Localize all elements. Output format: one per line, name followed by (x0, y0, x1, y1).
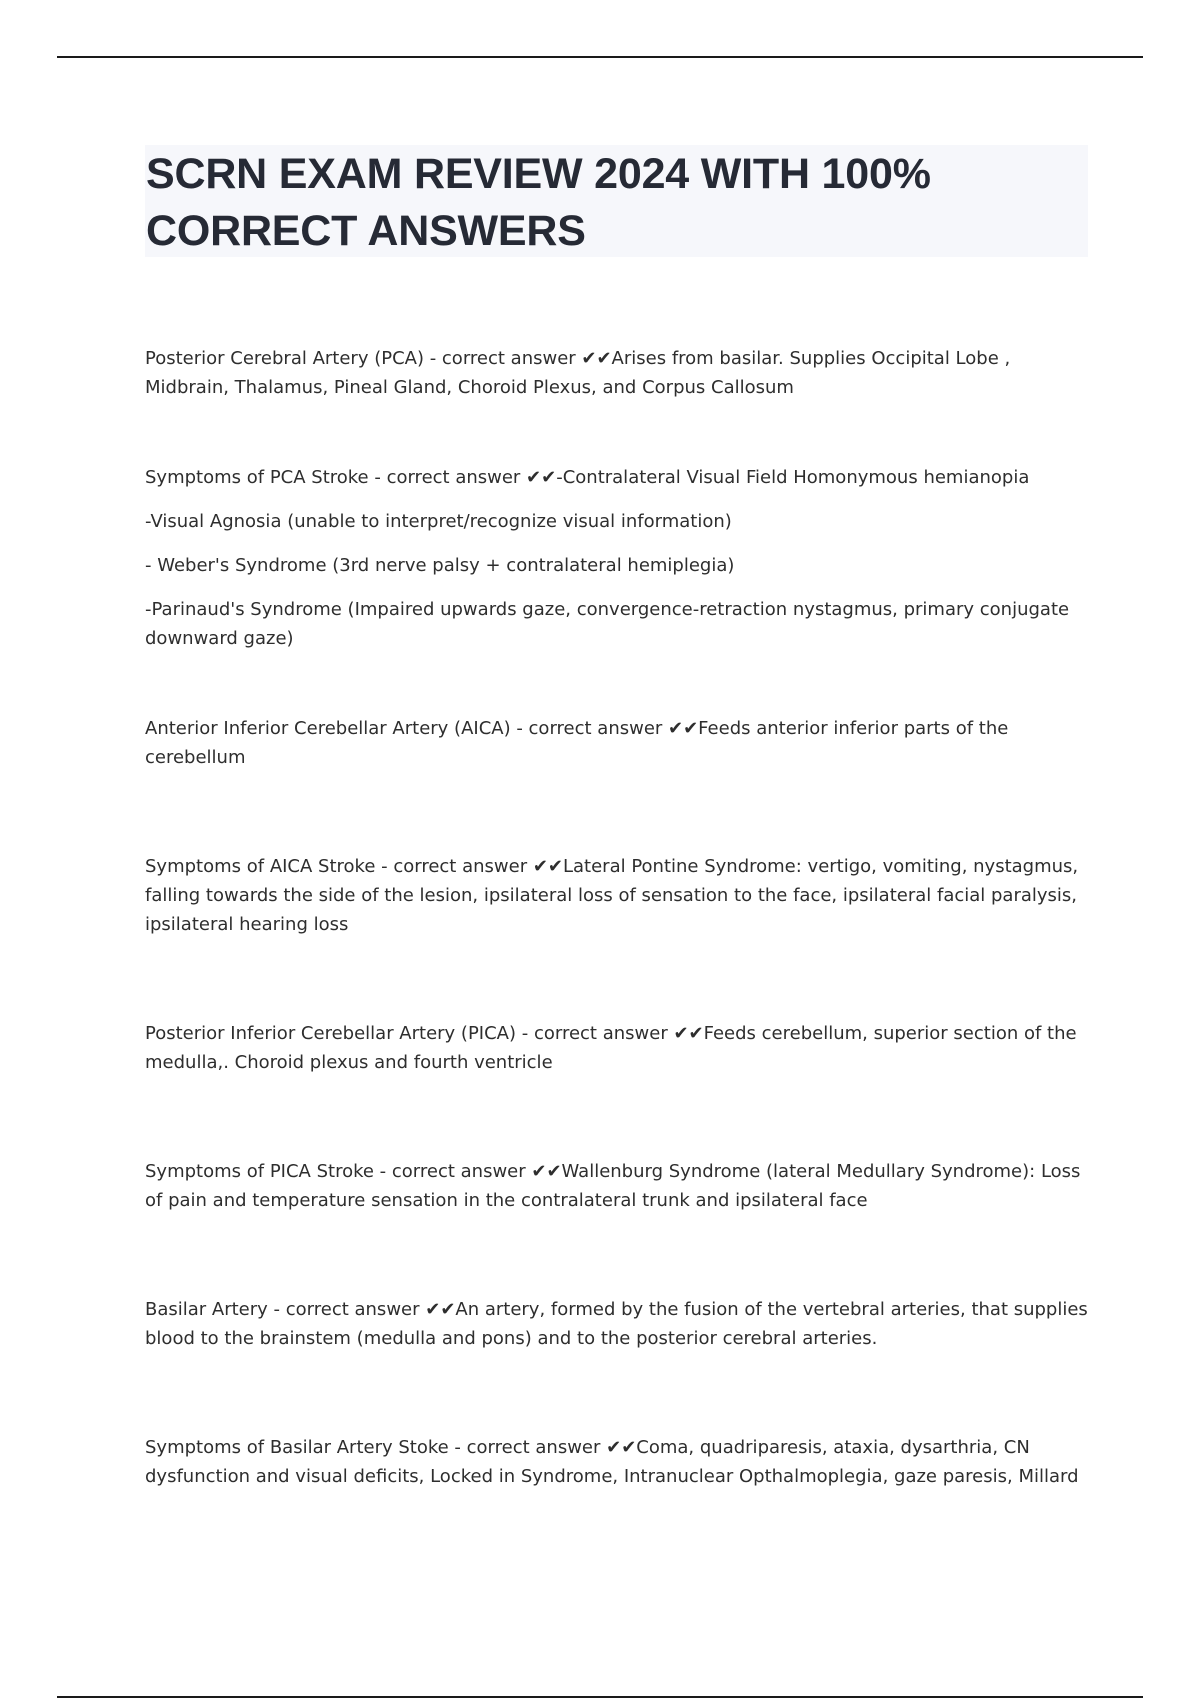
entry-basilar: Basilar Artery - correct answer ✔✔An artery, formed by the fusion of the vertebral arteries, that supplies blood to the brainstem (medulla and pons) and to the posterior cerebral arteries. (145, 1299, 1088, 1349)
entry-pca-stroke-line: - Weber's Syndrome (3rd nerve palsy + contralateral hemiplegia) (145, 555, 735, 576)
entry-pca-stroke-line: -Parinaud's Syndrome (Impaired upwards gaze, convergence-retraction nystagmus, primary conjugate downward gaze) (145, 599, 1070, 649)
bottom-rule (57, 1696, 1143, 1698)
entry-pica-stroke: Symptoms of PICA Stroke - correct answer ✔✔Wallenburg Syndrome (lateral Medullary Syndrome): Loss of pain and temperature sensation in the contralateral trunk and ipsilateral face (145, 1161, 1081, 1211)
entry-pca: Posterior Cerebral Artery (PCA) - correct answer ✔✔Arises from basilar. Supplies Occipital Lobe , Midbrain, Thalamus, Pineal Gland, Choroid Plexus, and Corpus Callosum (145, 348, 1011, 398)
document-body (145, 344, 1095, 1491)
entry-pica: Posterior Inferior Cerebellar Artery (PICA) - correct answer ✔✔Feeds cerebellum, superior section of the medulla,. Choroid plexus and fourth ventricle (145, 1023, 1077, 1073)
entry-aica: Anterior Inferior Cerebellar Artery (AICA) - correct answer ✔✔Feeds anterior inferior parts of the cerebellum (145, 718, 1009, 768)
entry-pca-stroke: Symptoms of PCA Stroke - correct answer ✔✔-Contralateral Visual Field Homonymous hemianopia (145, 467, 1030, 488)
entry-pca-stroke-line: -Visual Agnosia (unable to interpret/recognize visual information) (145, 511, 732, 532)
entry-basilar-stroke: Symptoms of Basilar Artery Stoke - correct answer ✔✔Coma, quadriparesis, ataxia, dysarthria, CN dysfunction and visual deficits, Locked in Syndrome, Intranuclear Opthalmoplegia, gaze paresis, Millard (145, 1437, 1079, 1487)
entry-aica-stroke: Symptoms of AICA Stroke - correct answer ✔✔Lateral Pontine Syndrome: vertigo, vomiting, nystagmus, falling towards the side of the lesion, ipsilateral loss of sensation to the face, ipsilateral facial paralysis, ipsilateral hearing loss (145, 856, 1079, 935)
top-rule (57, 56, 1143, 58)
document-title: SCRN EXAM REVIEW 2024 WITH 100% CORRECT ANSWERS (146, 150, 931, 255)
